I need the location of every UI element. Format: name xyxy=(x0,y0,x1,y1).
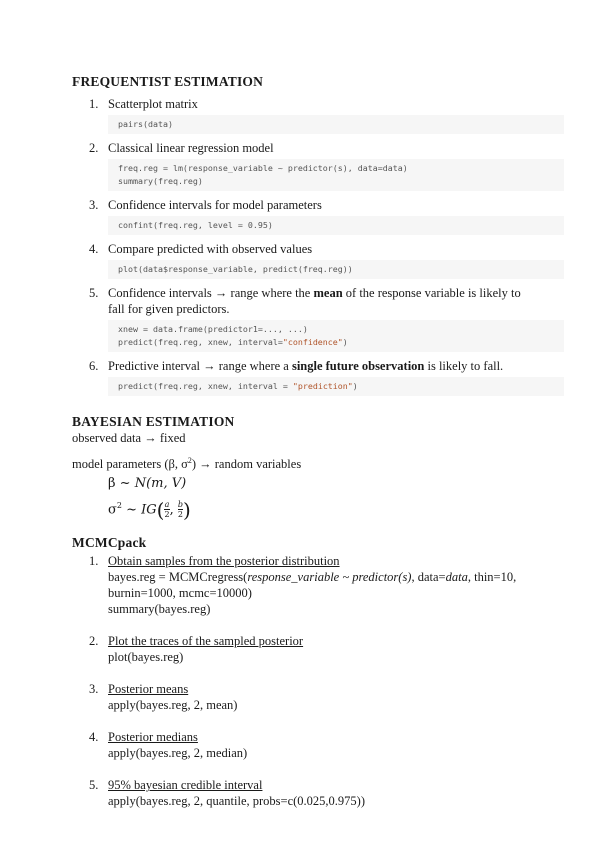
code-line xyxy=(72,569,572,585)
list-item xyxy=(72,197,572,235)
frac-num: b xyxy=(177,500,183,510)
item-title: Plot the traces of the sampled posterior xyxy=(108,634,304,649)
code-string: "confidence" xyxy=(282,337,343,347)
frequentist-heading: FREQUENTIST ESTIMATION xyxy=(72,74,264,89)
code-text: bayes.reg = MCMCregress( xyxy=(108,570,248,585)
item-number: 1. xyxy=(89,554,99,569)
item-number: 3. xyxy=(89,198,99,212)
beta-prior xyxy=(72,473,572,495)
frequentist-list xyxy=(72,96,572,396)
list-item xyxy=(72,140,572,191)
math-text: β ~ xyxy=(108,476,135,492)
emphasis-text: single future observation xyxy=(291,359,425,373)
code-line: freq.reg = lm(response_variable ~ predictor(s), data=data) xyxy=(118,163,408,173)
code-block xyxy=(108,115,564,134)
frac-den: 2 xyxy=(177,510,183,520)
list-item xyxy=(72,777,572,809)
paren-open: ( xyxy=(156,497,165,522)
bayes-text: model parameters (β, σ xyxy=(72,457,188,472)
code-block xyxy=(108,377,564,396)
emphasis-text: mean xyxy=(313,286,343,300)
code-block xyxy=(108,260,564,279)
code-line: summary(freq.reg) xyxy=(118,176,203,186)
superscript: 2 xyxy=(116,501,122,511)
code-block xyxy=(108,159,564,191)
item-text: Scatterplot matrix xyxy=(108,97,198,111)
item-title: 95% bayesian credible interval xyxy=(108,778,263,793)
item-number: 2. xyxy=(89,141,99,155)
item-number: 5. xyxy=(89,286,99,300)
math-text: ~ xyxy=(121,502,142,518)
document-page xyxy=(72,74,572,809)
code-line xyxy=(118,336,554,349)
bayes-line xyxy=(72,452,572,473)
code-text: ) xyxy=(352,381,358,391)
comma: , xyxy=(169,502,178,518)
code-text: predict(freq.reg, xnew, interval= xyxy=(118,337,283,347)
code-line: apply(bayes.reg, 2, median) xyxy=(108,746,248,761)
item-text: of the response variable is likely to fall for given predictors. xyxy=(108,286,521,316)
superscript: 2 xyxy=(187,456,192,465)
list-item xyxy=(72,358,572,396)
code-text: , data= xyxy=(411,570,446,585)
code-string: "prediction" xyxy=(292,381,353,391)
code-line: burnin=1000, mcmc=10000) xyxy=(108,586,252,601)
code-line: pairs(data) xyxy=(118,119,173,129)
code-line: apply(bayes.reg, 2, quantile, probs=c(0.025,0.975)) xyxy=(108,794,365,809)
math-text: σ xyxy=(108,502,117,518)
item-number: 4. xyxy=(89,730,99,745)
item-text: is likely to fall. xyxy=(424,359,504,373)
item-number: 2. xyxy=(89,634,99,649)
item-text: Confidence intervals → range where the xyxy=(108,286,314,300)
list-item xyxy=(72,633,572,665)
code-block xyxy=(108,216,564,235)
list-item xyxy=(72,553,572,617)
code-line: confint(freq.reg, level = 0.95) xyxy=(118,220,273,230)
item-text: Confidence intervals for model parameters xyxy=(108,198,322,212)
item-number: 6. xyxy=(89,359,99,373)
list-item xyxy=(72,285,572,352)
code-block xyxy=(108,320,564,352)
item-number: 1. xyxy=(89,97,99,111)
list-item xyxy=(72,729,572,761)
math-dist: IG xyxy=(141,502,157,518)
list-item xyxy=(72,681,572,713)
code-line: apply(bayes.reg, 2, mean) xyxy=(108,698,238,713)
code-text: ) xyxy=(342,337,348,347)
paren-close: ) xyxy=(182,497,191,522)
mcmcpack-heading: MCMCpack xyxy=(72,535,147,551)
mcmc-list xyxy=(72,553,572,809)
bayes-text: ) → random variables xyxy=(191,457,302,472)
item-text: Predictive interval → range where a xyxy=(108,359,292,373)
item-text: Classical linear regression model xyxy=(108,141,274,155)
code-italic: response_variable ~ predictor(s) xyxy=(247,570,412,585)
item-number: 4. xyxy=(89,242,99,256)
list-item xyxy=(72,241,572,279)
code-italic: data xyxy=(445,570,468,585)
frac-num: a xyxy=(164,500,170,510)
bayes-line: observed data → fixed xyxy=(72,431,186,445)
code-line: plot(bayes.reg) xyxy=(108,650,184,665)
item-number: 5. xyxy=(89,778,99,793)
code-line: plot(data$response_variable, predict(freq.reg)) xyxy=(118,264,353,274)
list-item xyxy=(72,96,572,134)
item-title: Obtain samples from the posterior distribution xyxy=(108,554,340,569)
frac-den: 2 xyxy=(164,510,170,520)
code-text: , thin=10, xyxy=(467,570,517,585)
code-line: xnew = data.frame(predictor1=..., ...) xyxy=(118,324,308,334)
code-line: summary(bayes.reg) xyxy=(108,602,211,617)
math-dist: N(m, V) xyxy=(134,476,187,492)
item-title: Posterior medians xyxy=(108,730,198,745)
item-title: Posterior means xyxy=(108,682,189,697)
code-line xyxy=(118,380,554,393)
code-text: predict(freq.reg, xnew, interval = xyxy=(118,381,293,391)
item-text: Compare predicted with observed values xyxy=(108,242,313,256)
sigma-prior xyxy=(72,495,572,521)
bayesian-heading: BAYESIAN ESTIMATION xyxy=(72,414,235,429)
item-number: 3. xyxy=(89,682,99,697)
